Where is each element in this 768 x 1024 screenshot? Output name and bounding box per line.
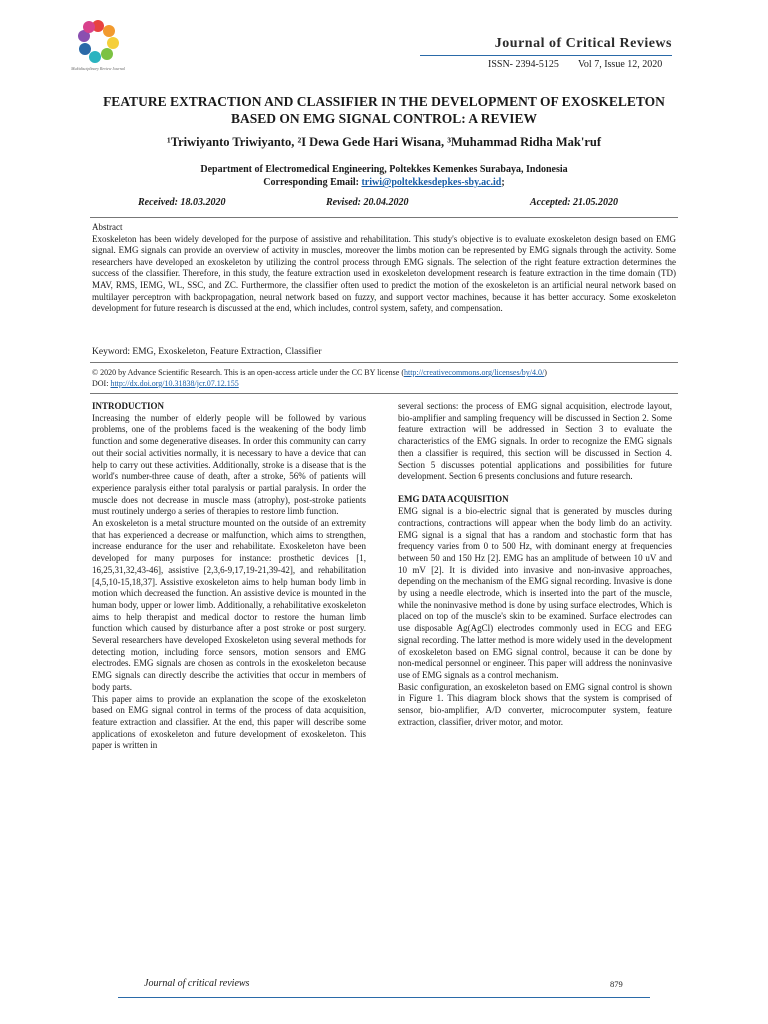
email-label: Corresponding Email:	[263, 177, 359, 188]
license-block: © 2020 by Advance Scientific Research. This is an open-access article under the CC BY license (http://creativecommons.org/licenses/by/4.0/) DOI: http://dx.doi.org/10.31838/jcr.07.12.155	[92, 368, 547, 388]
email-link[interactable]: triwi@poltekkesdepkes-sby.ac.id	[361, 177, 502, 188]
header-rule	[420, 55, 672, 56]
abstract-text: Exoskeleton has been widely developed for the purpose of assistive and rehabilitation. This study's objective is to evaluate exoskeleton design based on EMG signal. EMG signals can provide an overview of activity in muscles, moreover the limbs motion can be represented by EMG signals through the activity. Some researchers have developed an exoskeleton by utilizing the control process through EMG signals. The selection of the right feature extraction determines the success of the classifier. Therefore, in this study, the feature extraction used in exoskeleton development research is feature extraction in the time domain (TD) MAV, RMS, IEMG, WL, SSC, and ZC. Furthermore, the classifier often used to predict the motion of the exoskeleton is an artificial neural network based on multilayer perceptron with backpropagation, neural network based on fuzzy, and support vector machines, because it has better accuracy. Some exoskeleton development for future research is discussed at the end, which includes, control system, safety, and compensation.	[92, 233, 676, 314]
footer-rule	[118, 997, 650, 998]
divider-body	[90, 393, 678, 394]
department: Department of Electromedical Engineering, Poltekkes Kemenkes Surabaya, Indonesia	[200, 164, 568, 175]
dates-row	[90, 197, 678, 211]
issn: ISSN- 2394-5125	[488, 59, 559, 70]
emg-paragraph-1: EMG signal is a bio-electric signal that is generated by muscles during contractions, contractions will appear when the body limb do an activity. EMG signal is a signal that has a random and stochastic form that has frequency varies from 0 to 500 Hz, with dominant energy at frequencies between 50 and 150 Hz [2]. EMG has an amplitude of between 10 uV and 10 mV [2]. It is divided into invasive and non-invasive approaches, depending on the mechanism of the EMG signal recording. Invasive is done by using a needle electrode, which is inserted into the part of the muscle, while the noninvasive method is done by using surface electrodes, Which is placed on top of the muscle's skin to be examined. Surface electrodes can use disposable Ag(AgCl) electrodes commonly used in ECG and EEG signal recording. The latter method is more widely used in the development of exoskeleton based on EMG signal control, because it can be done by non-medical personnel or engineer. This paper will address the noninvasive use of EMG signals as a control mechanism.	[398, 506, 672, 680]
license-text: © 2020 by Advance Scientific Research. This is an open-access article under the CC BY license (	[92, 368, 404, 377]
emg-heading: EMG DATA ACQUISITION	[398, 494, 509, 505]
divider-mid	[90, 362, 678, 363]
affiliation	[100, 163, 668, 189]
abstract	[92, 222, 676, 315]
email-suffix: ;	[501, 177, 505, 188]
intro-paragraph-2: An exoskeleton is a metal structure mounted on the outside of an extremity that has experienced a decrease or malfunction, which aims to strengthen, increase endurance for the user and rehabilitate. Exoskeleton have been developed for many purposes for instance: prosthetic devices [1, 16,25,31,32,43-46], assistive [2,3,6-9,17,19-21,39-42], and rehabilitation [4,5,10-15,18,37]. Assistive exoskeleton aims to help human body limb in motion which decreased the function. An assistive device is mounted in the human body, upper or lower limb. Additionally, a rehabilitative exoskeleton aims to help therapist and medical doctor to restore the human limb function which caused by disturbance after a post stroke or post surgery. Several researchers have developed Exoskeleton using several methods for detecting motion, including force sensors, motion sensors and EMG electrodes. EMG signals are chosen as controls in the exoskeleton because EMG signals can directly describe the activities that occur in members of body parts.	[92, 518, 366, 692]
journal-name: Journal of Critical Reviews	[494, 36, 672, 51]
volume-issue: Vol 7, Issue 12, 2020	[578, 59, 663, 70]
left-column	[92, 401, 366, 752]
intro-paragraph-3: This paper aims to provide an explanation the scope of the exoskeleton based on EMG signal control in terms of the process of data acquisition, feature extraction and classifier. At the end, this paper will describe some applications of exoskeleton and future development of exoskeleton. This paper is written in	[92, 693, 366, 751]
divider-top	[90, 217, 678, 218]
paper-title: FEATURE EXTRACTION AND CLASSIFIER IN THE DEVELOPMENT OF EXOSKELETON BASED ON EMG SIGNAL CONTROL: A REVIEW	[103, 94, 665, 126]
right-column	[398, 401, 672, 728]
intro-paragraph-1: Increasing the number of elderly people will be followed by various problems, one of the problems faced is the weakening of the body limb function and some degenerative diseases. In order this community can carry out their social activities normally, it is necessary to have a device that can help to carry out these activities. Additionally, stroke is a disease that is the world's number-three cause of death, after a stroke, 56% of patients will experience paralysis either total paralysis or partial paralysis. In order the muscle does not decrease in muscle mass (atrophy), post-stroke patients must routinely undergo a series of therapies to restore limb function.	[92, 412, 366, 517]
footer-journal: Journal of critical reviews	[144, 978, 250, 989]
journal-logo	[56, 16, 140, 66]
emg-paragraph-2: Basic configuration, an exoskeleton based on EMG signal control is shown in Figure 1. This diagram block shows that the system is comprised of sensor, bio-amplifier, A/D converter, microcomputer system, feature extraction, classifier, driver motor, and motor.	[398, 681, 672, 727]
accepted-date: Accepted: 21.05.2020	[530, 197, 619, 208]
page-number: 879	[610, 979, 623, 989]
corresponding-email	[100, 176, 668, 189]
intro-heading: INTRODUCTION	[92, 401, 165, 411]
cc-license-link[interactable]: http://creativecommons.org/licenses/by/4.0/	[403, 368, 545, 377]
logo-caption: Multidisciplinary Review Journal	[71, 66, 125, 71]
authors: ¹Triwiyanto Triwiyanto, ²I Dewa Gede Hari Wisana, ³Muhammad Ridha Mak'ruf	[166, 135, 602, 149]
revised-date: Revised: 20.04.2020	[326, 197, 409, 208]
keywords: Keyword: EMG, Exoskeleton, Feature Extraction, Classifier	[92, 347, 322, 357]
received-date: Received: 18.03.2020	[138, 197, 226, 208]
doi-label: DOI:	[92, 379, 109, 388]
abstract-label: Abstract	[92, 222, 123, 232]
intro-continued: several sections: the process of EMG signal acquisition, electrode layout, bio-amplifier and sampling frequency will be discussed in Section 2. Some feature extraction will be addressed in Section 3 to evaluate the characteristics of the EMG signals. In order to recognize the EMG signals then a classifier is required, this section will be discussed in Section 4. Section 5 discusses potential applications and possibilities for future development. Section 6 presents conclusions and future research.	[398, 401, 672, 482]
doi-link[interactable]: http://dx.doi.org/10.31838/jcr.07.12.155	[110, 379, 239, 388]
